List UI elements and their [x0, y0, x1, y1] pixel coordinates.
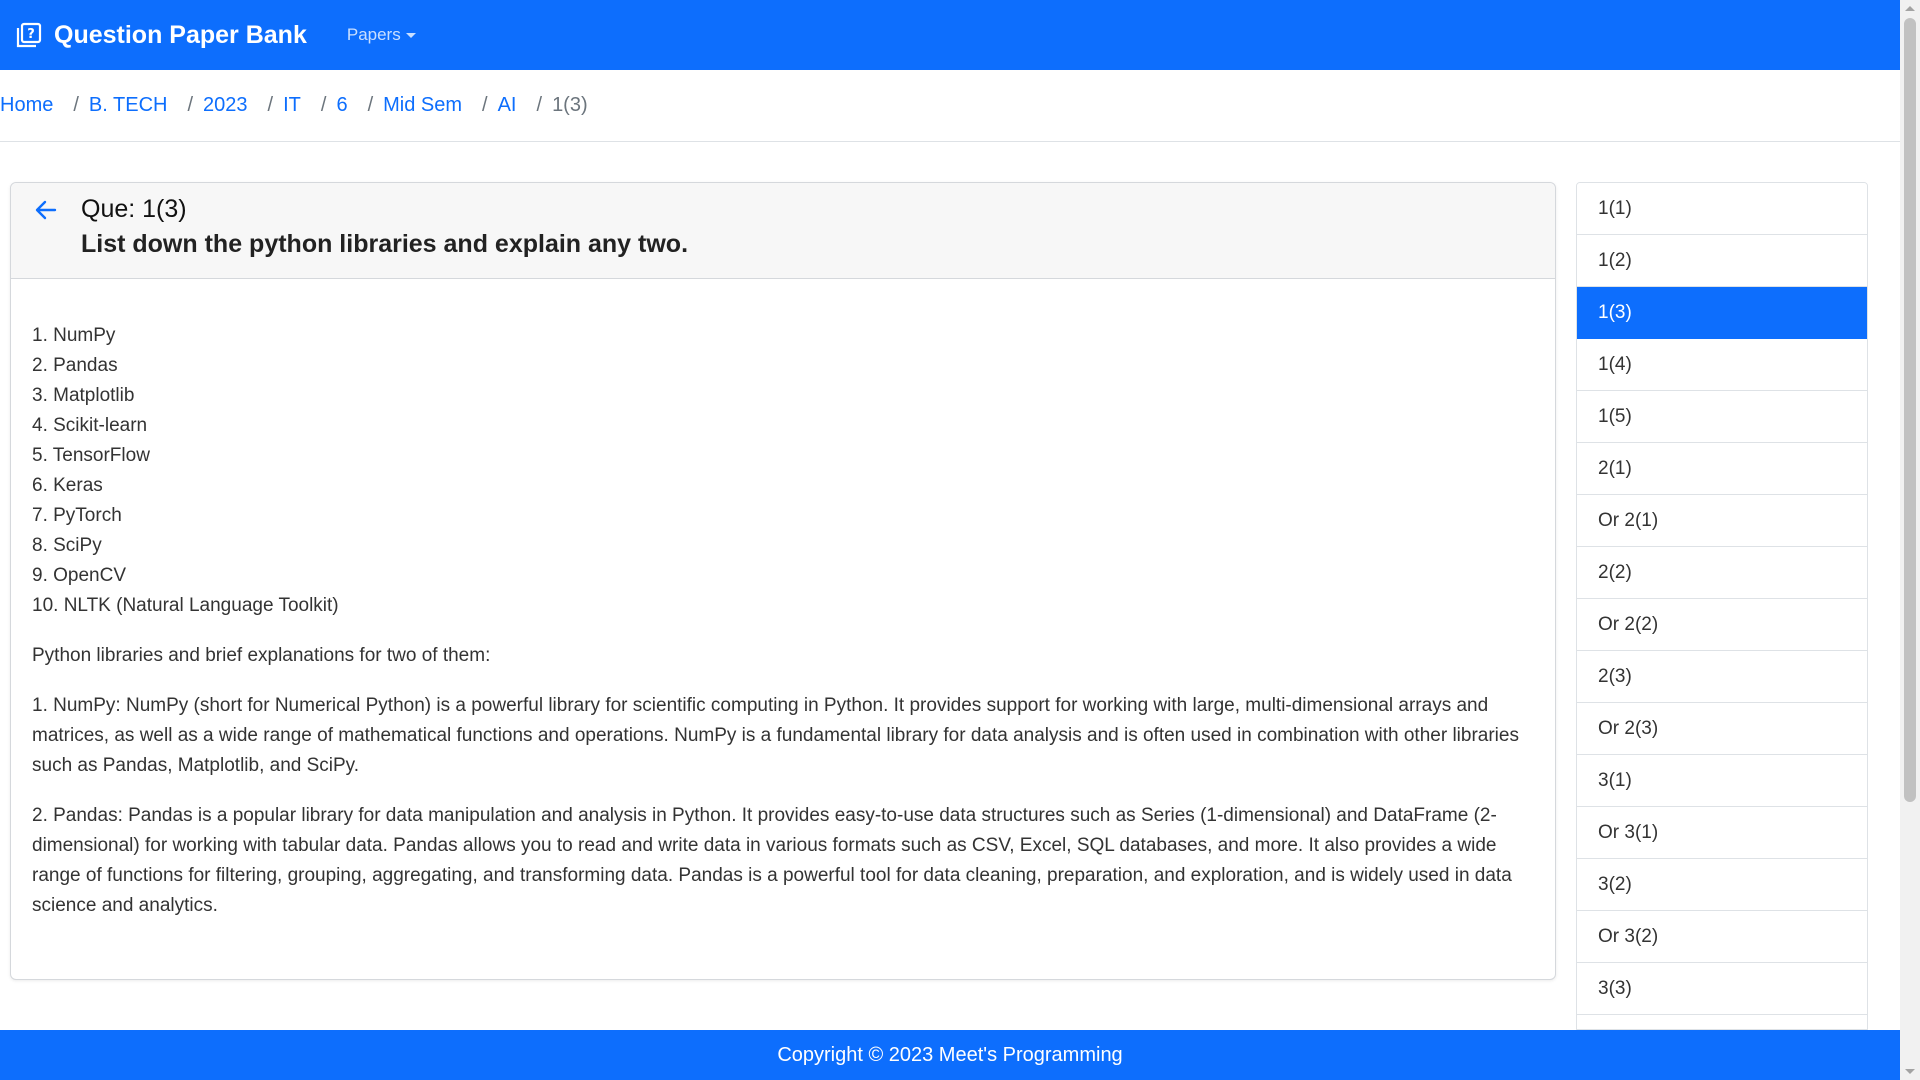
- question-list-item[interactable]: Or 3(2): [1577, 911, 1867, 963]
- question-card: [10, 182, 1556, 980]
- breadcrumb-item-home: [0, 94, 53, 117]
- question-list-item[interactable]: 2(2): [1577, 547, 1867, 599]
- arrow-left-icon[interactable]: [33, 197, 59, 223]
- breadcrumb-item-course: [53, 94, 167, 117]
- footer: [0, 1030, 1900, 1080]
- breadcrumb-link-course[interactable]: B. TECH: [88, 94, 168, 116]
- question-list-item[interactable]: Or 2(2): [1577, 599, 1867, 651]
- question-list-item[interactable]: 2(3): [1577, 651, 1867, 703]
- breadcrumb-link-subject[interactable]: AI: [497, 94, 517, 116]
- breadcrumb-separator: /: [320, 94, 327, 116]
- list-item: 2. Pandas: [32, 355, 118, 376]
- breadcrumb-link-semester[interactable]: 6: [336, 94, 348, 116]
- question-list-item[interactable]: Or 2(1): [1577, 495, 1867, 547]
- breadcrumb-separator: /: [267, 94, 274, 116]
- list-item: 1. NumPy: [32, 325, 116, 346]
- pandas-explanation: 2. Pandas: Pandas is a popular library for data manipulation and analysis in Python. It provides easy-to-use data structures such as Series (1-dimensional) and DataFrame (2-dimensional) for working with tabular data. Pandas allows you to read and write data in various formats such as CSV, Excel, SQL databases, and more. It also provides a wide range of functions for filtering, grouping, aggregating, and transforming data. Pandas is a powerful tool for data cleaning, preparation, and exploration, and is widely used in data science and analytics.: [32, 805, 1512, 916]
- answer-body: [11, 279, 1555, 941]
- question-header: [11, 183, 1555, 279]
- question-list: [1576, 182, 1868, 1030]
- scrollbar-thumb[interactable]: [1904, 18, 1916, 802]
- list-item: 10. NLTK (Natural Language Toolkit): [32, 595, 339, 616]
- list-item: 3. Matplotlib: [32, 385, 135, 406]
- scroll-up-arrow-icon[interactable]: [1905, 6, 1915, 11]
- svg-text:?: ?: [27, 27, 35, 42]
- question-list-item[interactable]: [1577, 1015, 1867, 1030]
- question-list-item[interactable]: 3(1): [1577, 755, 1867, 807]
- list-item: 4. Scikit-learn: [32, 415, 148, 436]
- breadcrumb-separator: /: [536, 94, 543, 116]
- page-scrollbar[interactable]: [1900, 0, 1920, 1080]
- breadcrumb-separator: /: [73, 94, 79, 116]
- breadcrumb-link-branch[interactable]: IT: [283, 94, 301, 116]
- breadcrumb-separator: /: [187, 94, 194, 116]
- question-list-item[interactable]: 1(5): [1577, 391, 1867, 443]
- breadcrumb-link-home[interactable]: Home: [0, 94, 54, 116]
- question-list-item[interactable]: 1(2): [1577, 235, 1867, 287]
- breadcrumb-item-current: [517, 94, 588, 117]
- top-navbar: [0, 0, 1900, 70]
- question-list-item[interactable]: Or 2(3): [1577, 703, 1867, 755]
- numpy-explanation: 1. NumPy: NumPy (short for Numerical Python) is a powerful library for scientific computing in Python. It provides support for working with large, multi-dimensional arrays and matrices, as well as a wide range of mathematical functions and operations. NumPy is a fundamental library for data analysis and is often used in combination with other libraries such as Pandas, Matplotlib, and SciPy.: [32, 695, 1519, 776]
- breadcrumb-link-year[interactable]: 2023: [203, 94, 248, 116]
- breadcrumb-separator: /: [482, 94, 488, 116]
- question-list-item[interactable]: 1(1): [1577, 183, 1867, 235]
- question-list-item[interactable]: 2(1): [1577, 443, 1867, 495]
- papers-dropdown[interactable]: [347, 25, 416, 45]
- breadcrumb-separator: /: [367, 94, 374, 116]
- papers-dropdown-label: Papers: [346, 25, 401, 44]
- breadcrumb-item-branch: [248, 94, 301, 117]
- question-number: Que: 1(3): [81, 195, 187, 223]
- caret-down-icon: [406, 33, 416, 38]
- breadcrumb-item-year: [167, 94, 247, 117]
- list-item: 7. PyTorch: [32, 505, 122, 526]
- scroll-down-arrow-icon[interactable]: [1905, 1069, 1915, 1074]
- brand-link[interactable]: [16, 21, 307, 50]
- list-item: 5. TensorFlow: [32, 445, 150, 466]
- question-list-item[interactable]: Or 3(1): [1577, 807, 1867, 859]
- question-list-item-active[interactable]: 1(3): [1577, 287, 1867, 339]
- list-item: 8. SciPy: [32, 535, 102, 556]
- breadcrumb-item-semester: [301, 94, 348, 117]
- question-list-item[interactable]: 1(4): [1577, 339, 1867, 391]
- breadcrumb-item-exam: [348, 94, 462, 117]
- library-list: [32, 321, 1535, 621]
- breadcrumb-item-subject: [462, 94, 516, 117]
- breadcrumb-current: 1(3): [552, 94, 588, 116]
- brand-title: Question Paper Bank: [54, 20, 307, 49]
- list-item: 6. Keras: [32, 475, 103, 496]
- question-list-item[interactable]: 3(2): [1577, 859, 1867, 911]
- question-title: List down the python libraries and explain any two.: [81, 230, 689, 258]
- answer-intro: Python libraries and brief explanations for two of them:: [32, 645, 491, 666]
- footer-copyright: Copyright © 2023 Meet's Programming: [777, 1043, 1123, 1066]
- question-book-icon: [16, 22, 42, 48]
- breadcrumb: [0, 70, 1900, 142]
- breadcrumb-link-exam[interactable]: Mid Sem: [383, 94, 463, 116]
- list-item: 9. OpenCV: [32, 565, 126, 586]
- question-list-item[interactable]: 3(3): [1577, 963, 1867, 1015]
